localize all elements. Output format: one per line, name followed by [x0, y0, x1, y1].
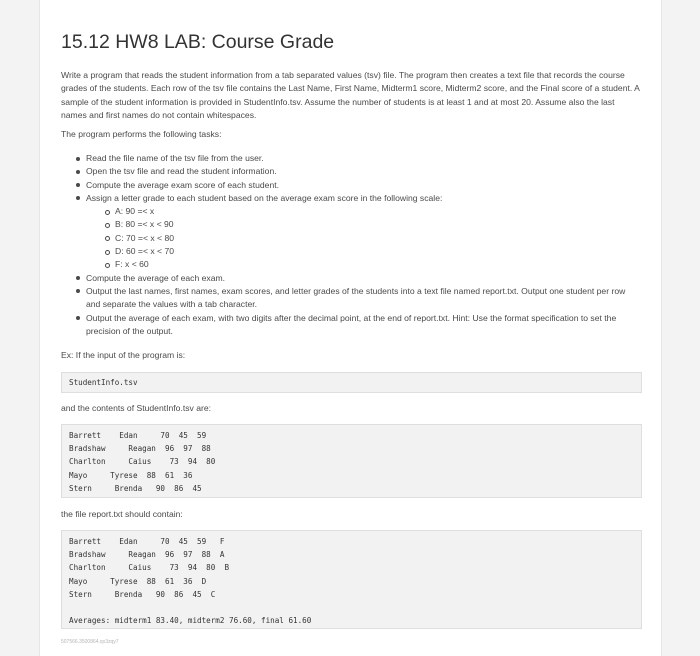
code-line — [69, 601, 634, 614]
code-line: Stern Brenda 90 86 45 C — [69, 589, 216, 599]
report-intro: the file report.txt should contain: — [61, 509, 183, 519]
code-line: Charlton Caius 73 94 80 B — [69, 563, 230, 573]
task-text: Assign a letter grade to each student based on the average exam score in the following scale: — [86, 192, 443, 203]
code-line: Bradshaw Reagan 96 97 88 — [69, 444, 211, 454]
code-line: Mayo Tyrese 88 61 36 — [69, 470, 193, 480]
tsv-code-block — [61, 424, 642, 498]
task-text: Read the file name of the tsv file from the user. — [86, 153, 264, 163]
task-item — [61, 312, 642, 339]
grade-scale-item: A: 90 =< x — [102, 205, 642, 218]
footer-id: 507566.3500864.qx3zqy7 — [61, 639, 119, 645]
grade-scale-item: D: 60 =< x < 70 — [102, 245, 642, 258]
task-list — [61, 152, 642, 338]
contents-intro: and the contents of StudentInfo.tsv are: — [61, 403, 212, 413]
example-intro: Ex: If the input of the program is: — [61, 350, 186, 360]
task-item — [61, 285, 642, 312]
task-text: Open the tsv file and read the student information. — [86, 166, 277, 177]
code-line: Averages: midterm1 83.40, midterm2 76.60, final 61.60 — [69, 616, 312, 626]
code-line: Charlton Caius 73 94 80 — [69, 457, 216, 467]
lab-page — [39, 0, 662, 656]
task-item — [61, 179, 642, 192]
input-code-block — [61, 372, 642, 393]
grade-scale-item: B: 80 =< x < 90 — [102, 218, 642, 231]
grade-scale-item: F: x < 60 — [102, 258, 642, 271]
code-line: Stern Brenda 90 86 45 — [69, 483, 202, 493]
task-text: Output the last names, first names, exam scores, and letter grades of the students into a text file named report.txt. Output one student per row and separate the values with a tab character. — [86, 285, 626, 310]
code-line: Mayo Tyrese 88 61 36 D — [69, 576, 207, 586]
task-item — [61, 165, 642, 178]
task-text: Compute the average of each exam. — [86, 272, 226, 283]
task-text: Output the average of each exam, with two digits after the decimal point, at the end of report.txt. Hint: Use the format specification to set the precision of the output. — [86, 312, 617, 336]
code-line: Barrett Edan 70 45 59 F — [69, 537, 225, 546]
grade-scale-item: C: 70 =< x < 80 — [102, 232, 642, 245]
task-item — [61, 192, 642, 272]
page-title: 15.12 HW8 LAB: Course Grade — [61, 31, 335, 53]
code-line: Barrett Edan 70 45 59 — [69, 431, 207, 440]
intro-paragraph: Write a program that reads the student information from a tab separated values (tsv) file. The program then creates a text file that records the course grades of the students. Each row of the tsv file contains the Last Name, First Name, Midterm1 score, Midterm2 score, and the Final score of a student. A sample of the student information is provided in StudentInfo.tsv. Assume the number of students is at least 1 and at most 20. Assume also the last names and first names do not contain whitespaces. — [61, 70, 640, 120]
task-text: Compute the average exam score of each student. — [86, 179, 279, 190]
code-line: Bradshaw Reagan 96 97 88 A — [69, 550, 225, 560]
task-item — [61, 152, 642, 165]
grade-scale-list — [86, 205, 642, 271]
task-item — [61, 272, 642, 285]
tasks-intro: The program performs the following tasks: — [61, 129, 222, 139]
report-code-block — [61, 530, 642, 629]
code-line: StudentInfo.tsv — [69, 378, 138, 387]
